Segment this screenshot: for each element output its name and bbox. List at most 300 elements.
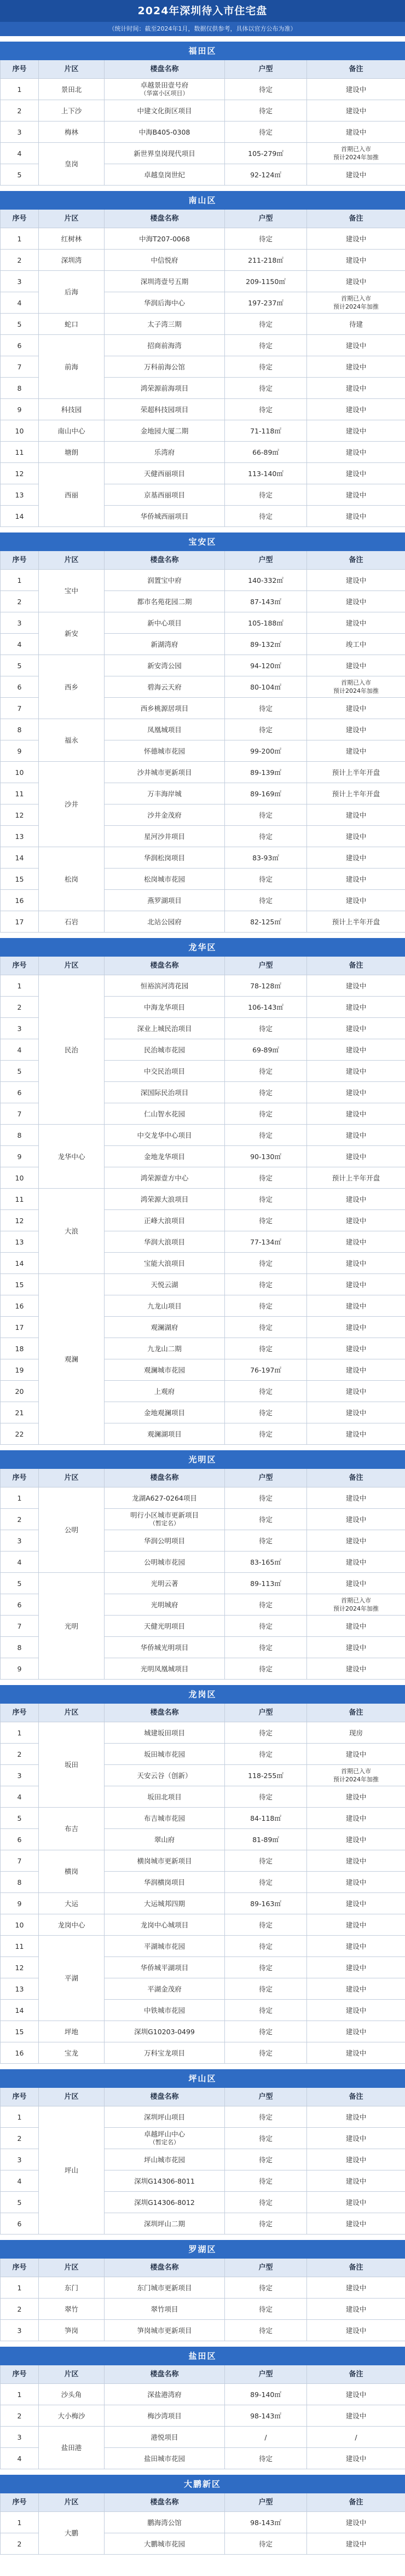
area-cell: 塘朗 xyxy=(39,442,105,463)
unit-cell: 待定 xyxy=(225,1082,307,1103)
note-cell xyxy=(307,1616,405,1637)
serial-cell: 19 xyxy=(1,1359,39,1381)
note-line: 预计上半年开盘 xyxy=(332,789,380,798)
project-name-line: 京基西丽项目 xyxy=(143,490,185,499)
project-name-cell xyxy=(105,1487,225,1509)
project-name-cell xyxy=(105,1573,225,1594)
project-name-line: 沙井城市更新项目 xyxy=(137,768,192,777)
note-line: 建设中 xyxy=(345,618,367,627)
district-table xyxy=(0,957,405,1445)
unit-cell: 待定 xyxy=(225,378,307,399)
district-table xyxy=(0,2493,405,2555)
unit-cell: 66-89㎡ xyxy=(225,442,307,463)
serial-cell: 9 xyxy=(1,1146,39,1167)
note-line: 建设中 xyxy=(345,725,367,734)
project-name-cell xyxy=(105,100,225,121)
project-name-cell xyxy=(105,2149,225,2170)
project-name-cell xyxy=(105,740,225,762)
area-cell: 坪地 xyxy=(39,2021,105,2042)
project-name-line: 华侨城平湖项目 xyxy=(140,1963,189,1972)
project-name-cell xyxy=(105,2021,225,2042)
column-header-serial: 序号 xyxy=(1,60,39,79)
project-name-line: 仁山智水花园 xyxy=(143,1109,185,1118)
note-cell xyxy=(307,292,405,314)
project-name-cell xyxy=(105,164,225,186)
unit-cell: 待定 xyxy=(225,79,307,100)
project-name-line: 深圳坪山项目 xyxy=(143,2112,185,2121)
area-cell: 东门 xyxy=(39,2277,105,2299)
column-header-project-name: 楼盘名称 xyxy=(105,210,225,228)
note-line: 预计2024年加推 xyxy=(333,303,379,310)
serial-cell: 3 xyxy=(1,2427,39,2448)
serial-cell: 10 xyxy=(1,1914,39,1936)
note-line: 建设中 xyxy=(345,1024,367,1033)
project-name-cell xyxy=(105,869,225,890)
project-name-cell xyxy=(105,1978,225,2000)
serial-cell: 7 xyxy=(1,356,39,378)
project-name-cell xyxy=(105,890,225,911)
project-name-cell xyxy=(105,314,225,335)
note-cell xyxy=(307,1146,405,1167)
serial-cell: 9 xyxy=(1,1658,39,1680)
area-cell: 沙井 xyxy=(39,762,105,847)
serial-cell: 11 xyxy=(1,1936,39,1957)
area-cell: 坪山 xyxy=(39,2106,105,2235)
unit-cell: 89-132㎡ xyxy=(225,634,307,655)
district-table xyxy=(0,1469,405,1680)
project-name-cell xyxy=(105,1210,225,1231)
project-name-line: （暂定名） xyxy=(149,1520,180,1527)
note-cell xyxy=(307,2320,405,2341)
note-cell xyxy=(307,1552,405,1573)
project-name-line: 金地观澜项目 xyxy=(143,1408,185,1417)
column-header-area: 片区 xyxy=(39,2088,105,2106)
district-section xyxy=(0,1685,405,2064)
project-name-line: 上观府 xyxy=(154,1387,175,1396)
unit-cell: 89-113㎡ xyxy=(225,1573,307,1594)
unit-cell: 98-143㎡ xyxy=(225,2512,307,2533)
serial-cell: 6 xyxy=(1,2213,39,2235)
note-cell xyxy=(307,463,405,484)
project-name-line: 怀德城市花园 xyxy=(143,746,185,755)
note-cell xyxy=(307,121,405,143)
note-cell xyxy=(307,1402,405,1423)
serial-cell: 3 xyxy=(1,612,39,634)
unit-cell: 待定 xyxy=(225,1125,307,1146)
serial-cell: 1 xyxy=(1,1487,39,1509)
project-name-line: 华润松岗项目 xyxy=(143,853,185,862)
district-section xyxy=(0,42,405,186)
project-name-line: 深圳G14306-8012 xyxy=(134,2198,195,2207)
area-cell: 深圳湾 xyxy=(39,250,105,271)
serial-cell: 1 xyxy=(1,570,39,591)
serial-cell: 4 xyxy=(1,1786,39,1808)
project-name-cell xyxy=(105,1552,225,1573)
note-line: 建设中 xyxy=(345,2112,367,2121)
note-cell xyxy=(307,1594,405,1616)
serial-cell: 11 xyxy=(1,442,39,463)
project-name-cell xyxy=(105,2448,225,2469)
unit-cell: 待定 xyxy=(225,1189,307,1210)
project-name-line: 新安湾公园 xyxy=(147,661,182,670)
serial-cell: 14 xyxy=(1,1253,39,1274)
note-cell xyxy=(307,975,405,997)
note-line: 建设中 xyxy=(345,1984,367,1993)
area-cell: 科技园 xyxy=(39,399,105,420)
project-name-line: 华润公明项目 xyxy=(143,1536,185,1545)
project-name-line: 金地园大厦二期 xyxy=(140,426,189,435)
note-line: 建设中 xyxy=(345,1579,367,1588)
unit-cell: 105-279㎡ xyxy=(225,143,307,164)
area-cell: 公明 xyxy=(39,1487,105,1573)
serial-cell: 11 xyxy=(1,1189,39,1210)
serial-cell: 2 xyxy=(1,997,39,1018)
serial-cell: 10 xyxy=(1,420,39,442)
project-name-line: 荣超科技园项目 xyxy=(140,405,189,414)
note-line: 建设中 xyxy=(345,2518,367,2527)
project-name-line: 都市名苑花园二期 xyxy=(137,597,192,606)
area-cell: 龙华中心 xyxy=(39,1125,105,1189)
column-header-serial: 序号 xyxy=(1,1469,39,1487)
note-line: 建设中 xyxy=(345,875,367,883)
note-cell xyxy=(307,399,405,420)
note-cell xyxy=(307,79,405,100)
district-section xyxy=(0,532,405,933)
note-line: 建设中 xyxy=(345,490,367,499)
project-name-cell xyxy=(105,1253,225,1274)
district-table xyxy=(0,2365,405,2469)
note-cell xyxy=(307,2170,405,2192)
title-block xyxy=(0,0,405,36)
column-header-unit: 户型 xyxy=(225,551,307,570)
note-cell xyxy=(307,762,405,783)
note-cell xyxy=(307,1744,405,1765)
project-name-line: 卓越景田壹号府 xyxy=(140,81,189,89)
area-cell: 大小梅沙 xyxy=(39,2405,105,2427)
note-line: 建设中 xyxy=(345,2454,367,2463)
note-line: / xyxy=(355,2433,357,2441)
project-name-line: 凤凰城项目 xyxy=(147,725,182,734)
project-name-cell xyxy=(105,271,225,292)
project-name-cell xyxy=(105,719,225,740)
unit-cell: 待定 xyxy=(225,228,307,250)
project-name-cell xyxy=(105,1423,225,1445)
project-name-line: 万丰海岸城 xyxy=(147,789,182,798)
project-name-line: 深圳G10203-0499 xyxy=(134,2027,195,2036)
project-name-cell xyxy=(105,1317,225,1338)
district-header: 宝安区 xyxy=(0,532,405,551)
column-header-unit: 户型 xyxy=(225,2259,307,2277)
project-name-cell xyxy=(105,2320,225,2341)
note-line: 建设中 xyxy=(345,746,367,755)
column-header-unit: 户型 xyxy=(225,957,307,975)
project-name-line: 观澜湖府 xyxy=(151,1323,178,1332)
note-cell xyxy=(307,1509,405,1530)
serial-cell: 13 xyxy=(1,826,39,847)
serial-cell: 2 xyxy=(1,100,39,121)
project-name-line: 北站公园府 xyxy=(147,917,182,926)
project-name-cell xyxy=(105,2128,225,2149)
note-line: 建设中 xyxy=(345,1259,367,1267)
serial-cell: 13 xyxy=(1,1231,39,1253)
area-cell: 前海 xyxy=(39,335,105,399)
note-line: 建设中 xyxy=(345,2155,367,2164)
project-name-cell xyxy=(105,1914,225,1936)
column-header-area: 片区 xyxy=(39,2259,105,2277)
note-cell xyxy=(307,1253,405,1274)
unit-cell: 140-332㎡ xyxy=(225,570,307,591)
project-name-cell xyxy=(105,1936,225,1957)
note-line: 建设中 xyxy=(345,1493,367,1502)
unit-cell: 待定 xyxy=(225,869,307,890)
note-cell xyxy=(307,612,405,634)
district-header: 盐田区 xyxy=(0,2347,405,2365)
district-header: 坪山区 xyxy=(0,2069,405,2088)
area-cell: 西丽 xyxy=(39,463,105,527)
unit-cell: 待定 xyxy=(225,506,307,527)
serial-cell: 6 xyxy=(1,1829,39,1850)
project-name-line: 东门城市更新项目 xyxy=(137,2283,192,2292)
project-name-cell xyxy=(105,1829,225,1850)
serial-cell: 14 xyxy=(1,847,39,869)
project-name-cell xyxy=(105,612,225,634)
serial-cell: 6 xyxy=(1,1082,39,1103)
project-name-line: 乐湾府 xyxy=(154,448,175,456)
note-cell xyxy=(307,1039,405,1061)
unit-cell: 待定 xyxy=(225,1317,307,1338)
unit-cell: 待定 xyxy=(225,2192,307,2213)
column-header-unit: 户型 xyxy=(225,1704,307,1722)
area-cell: 盐田港 xyxy=(39,2427,105,2469)
project-name-cell xyxy=(105,1125,225,1146)
note-cell xyxy=(307,1765,405,1786)
unit-cell: 待定 xyxy=(225,2021,307,2042)
project-name-cell xyxy=(105,1359,225,1381)
project-name-line: 布吉城市花园 xyxy=(143,1814,185,1822)
note-line: 建设中 xyxy=(345,256,367,264)
project-name-cell xyxy=(105,1018,225,1039)
unit-cell: 待定 xyxy=(225,1061,307,1082)
note-cell xyxy=(307,2533,405,2555)
serial-cell: 6 xyxy=(1,1594,39,1616)
project-name-line: 光明凤凰城项目 xyxy=(140,1664,189,1673)
project-name-cell xyxy=(105,121,225,143)
project-name-cell xyxy=(105,911,225,933)
project-name-cell xyxy=(105,783,225,804)
district-section xyxy=(0,2475,405,2555)
project-name-line: 鸿荣源大浪项目 xyxy=(140,1195,189,1203)
note-cell xyxy=(307,2021,405,2042)
serial-cell: 1 xyxy=(1,975,39,997)
unit-cell: 84-118㎡ xyxy=(225,1808,307,1829)
serial-cell: 5 xyxy=(1,164,39,186)
project-name-cell xyxy=(105,826,225,847)
serial-cell: 2 xyxy=(1,250,39,271)
note-line: 预计上半年开盘 xyxy=(332,768,380,777)
serial-cell: 9 xyxy=(1,399,39,420)
project-name-cell xyxy=(105,442,225,463)
unit-cell: 78-128㎡ xyxy=(225,975,307,997)
column-header-project-name: 楼盘名称 xyxy=(105,2493,225,2512)
unit-cell: 94-120㎡ xyxy=(225,655,307,676)
note-cell xyxy=(307,2448,405,2469)
column-header-note: 备注 xyxy=(307,1704,405,1722)
note-line: 建设中 xyxy=(345,1878,367,1886)
column-header-area: 片区 xyxy=(39,957,105,975)
note-line: 建设中 xyxy=(345,2305,367,2313)
area-cell: 新安 xyxy=(39,612,105,655)
note-cell xyxy=(307,1978,405,2000)
unit-cell: 待定 xyxy=(225,890,307,911)
unit-cell: 69-89㎡ xyxy=(225,1039,307,1061)
project-name-cell xyxy=(105,1338,225,1359)
project-name-line: 华润横岗项目 xyxy=(143,1878,185,1886)
area-cell: 红树林 xyxy=(39,228,105,250)
project-name-line: （暂定名） xyxy=(149,2139,180,2146)
serial-cell: 1 xyxy=(1,2106,39,2128)
unit-cell: 待定 xyxy=(225,1509,307,1530)
serial-cell: 16 xyxy=(1,1295,39,1317)
serial-cell: 8 xyxy=(1,1872,39,1893)
serial-cell: 4 xyxy=(1,2448,39,2469)
unit-cell: 77-134㎡ xyxy=(225,1231,307,1253)
area-cell: 蛇口 xyxy=(39,314,105,335)
note-line: 建设中 xyxy=(345,704,367,713)
note-cell xyxy=(307,890,405,911)
note-cell xyxy=(307,1274,405,1295)
project-name-cell xyxy=(105,335,225,356)
district-section xyxy=(0,2240,405,2341)
note-line: 建设中 xyxy=(345,2539,367,2548)
note-cell xyxy=(307,1637,405,1658)
district-section xyxy=(0,2347,405,2469)
district-section xyxy=(0,2069,405,2235)
note-line: 预计2024年加推 xyxy=(333,1605,379,1612)
note-line: 建设中 xyxy=(345,448,367,456)
note-line: 建设中 xyxy=(345,1344,367,1353)
serial-cell: 4 xyxy=(1,1039,39,1061)
note-line: 建设中 xyxy=(345,170,367,179)
project-name-line: 龙岗中心城项目 xyxy=(140,1920,189,1929)
note-line: 建设中 xyxy=(345,384,367,392)
serial-cell: 1 xyxy=(1,228,39,250)
note-line: 建设中 xyxy=(345,1131,367,1139)
note-line: 建设中 xyxy=(345,1558,367,1566)
unit-cell: 待定 xyxy=(225,1914,307,1936)
serial-cell: 5 xyxy=(1,314,39,335)
area-cell: 坂田 xyxy=(39,1722,105,1808)
project-name-cell xyxy=(105,2213,225,2235)
note-cell xyxy=(307,1808,405,1829)
note-line: 建设中 xyxy=(345,1835,367,1844)
project-name-cell xyxy=(105,1744,225,1765)
unit-cell: 待定 xyxy=(225,1274,307,1295)
note-line: 建设中 xyxy=(345,1408,367,1417)
project-name-cell xyxy=(105,143,225,164)
serial-cell: 10 xyxy=(1,1167,39,1189)
note-line: 建设中 xyxy=(345,1237,367,1246)
project-name-line: 鸿荣源壹方中心 xyxy=(140,1173,189,1182)
serial-cell: 5 xyxy=(1,1573,39,1594)
note-cell xyxy=(307,719,405,740)
project-name-cell xyxy=(105,1082,225,1103)
unit-cell: 待定 xyxy=(225,121,307,143)
column-header-project-name: 楼盘名称 xyxy=(105,551,225,570)
note-line: 建设中 xyxy=(345,1365,367,1374)
project-name-cell xyxy=(105,1167,225,1189)
area-cell: 后海 xyxy=(39,271,105,314)
note-line: 建设中 xyxy=(345,1664,367,1673)
district-list xyxy=(0,42,405,2555)
unit-cell: 待定 xyxy=(225,1253,307,1274)
note-line: 建设中 xyxy=(345,106,367,115)
note-cell xyxy=(307,1103,405,1125)
unit-cell: 待定 xyxy=(225,1637,307,1658)
note-line: 建设中 xyxy=(345,1323,367,1332)
note-line: 建设中 xyxy=(345,2134,367,2143)
project-name-cell xyxy=(105,2192,225,2213)
area-cell: 布吉 xyxy=(39,1808,105,1850)
note-cell xyxy=(307,2149,405,2170)
unit-cell: 106-143㎡ xyxy=(225,997,307,1018)
project-name-cell xyxy=(105,2299,225,2320)
note-cell xyxy=(307,2106,405,2128)
note-cell xyxy=(307,740,405,762)
project-name-line: 华侨城光明项目 xyxy=(140,1643,189,1652)
area-cell: 光明 xyxy=(39,1573,105,1680)
serial-cell: 15 xyxy=(1,2021,39,2042)
note-line: 建设中 xyxy=(345,1152,367,1161)
serial-cell: 6 xyxy=(1,676,39,698)
note-line: 建设中 xyxy=(345,2219,367,2228)
area-cell: 松岗 xyxy=(39,847,105,911)
note-cell xyxy=(307,1829,405,1850)
note-cell xyxy=(307,1189,405,1210)
project-name-cell xyxy=(105,2384,225,2405)
column-header-project-name: 楼盘名称 xyxy=(105,1704,225,1722)
project-name-cell xyxy=(105,2427,225,2448)
project-name-line: 港悦项目 xyxy=(151,2433,178,2441)
note-cell xyxy=(307,2213,405,2235)
unit-cell: 待定 xyxy=(225,1850,307,1872)
serial-cell: 8 xyxy=(1,378,39,399)
district-section xyxy=(0,191,405,527)
note-line: 建设中 xyxy=(345,2048,367,2057)
serial-cell: 17 xyxy=(1,911,39,933)
note-line: 建设中 xyxy=(345,2326,367,2335)
note-line: 建设中 xyxy=(345,1536,367,1545)
project-name-cell xyxy=(105,1722,225,1744)
unit-cell: 待定 xyxy=(225,1381,307,1402)
project-name-cell xyxy=(105,1039,225,1061)
area-cell: 梅林 xyxy=(39,121,105,143)
serial-cell: 15 xyxy=(1,1274,39,1295)
project-name-cell xyxy=(105,1893,225,1914)
project-name-line: 笋岗城市更新项目 xyxy=(137,2326,192,2335)
area-cell: 皇岗 xyxy=(39,143,105,186)
note-line: 建设中 xyxy=(345,2006,367,2015)
project-name-cell xyxy=(105,762,225,783)
project-name-cell xyxy=(105,2405,225,2427)
project-name-cell xyxy=(105,1509,225,1530)
serial-cell: 3 xyxy=(1,2320,39,2341)
note-cell xyxy=(307,1487,405,1509)
serial-cell: 9 xyxy=(1,1893,39,1914)
project-name-cell xyxy=(105,2042,225,2064)
note-cell xyxy=(307,1722,405,1744)
serial-cell: 4 xyxy=(1,2170,39,2192)
note-line: 预计上半年开盘 xyxy=(332,1173,380,1182)
